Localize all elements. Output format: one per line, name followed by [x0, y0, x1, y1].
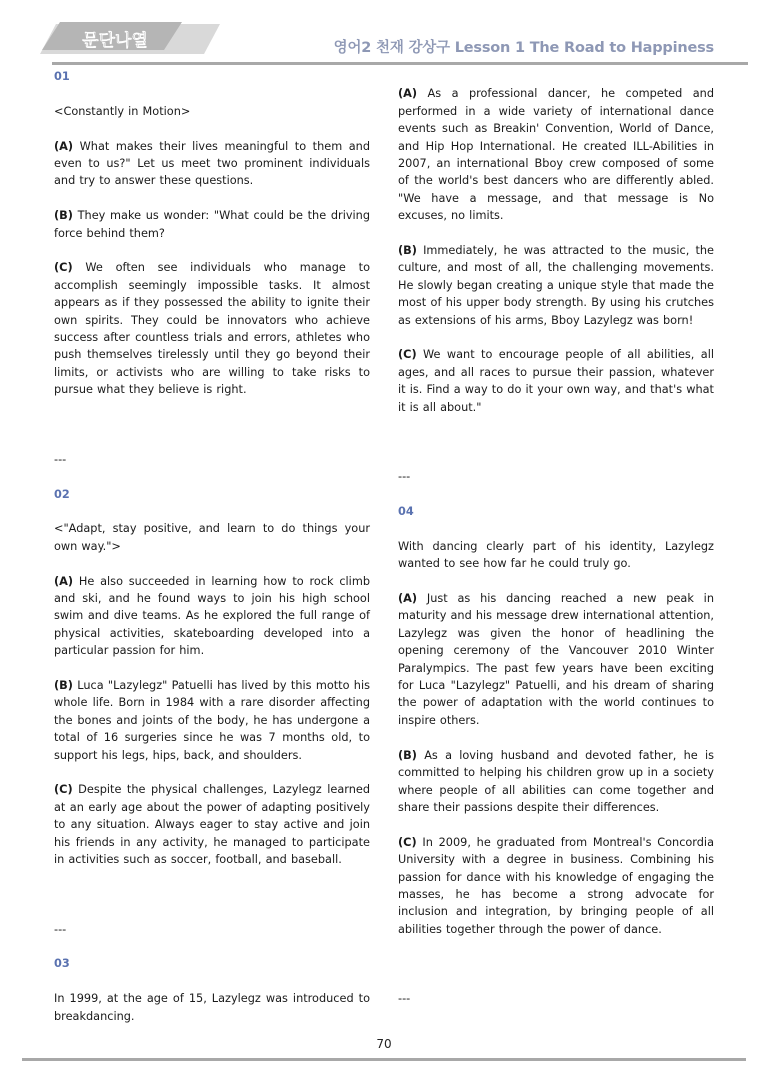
- blank-line: [54, 903, 370, 920]
- blank-line: [398, 973, 714, 990]
- paragraph: [398, 85, 714, 224]
- right-column: [398, 68, 714, 1008]
- paragraph-text: In 2009, he graduated from Montreal's Concordia University with a degree in business. Combining his passion for dance with his knowledge of engaging the masses, he has become a strong advocate for inclusion and integration, by bringing people of all abilities together through the power of dance.: [398, 835, 714, 936]
- section-number: 04: [398, 505, 414, 519]
- paragraph-marker: (B): [398, 244, 417, 258]
- paragraph: [398, 834, 714, 938]
- paragraph-marker: (B): [54, 679, 73, 693]
- paragraph-text: As a loving husband and devoted father, he is committed to helping his children grow up in a society where people of all abilities can come together and share their passions despite their differences.: [398, 748, 714, 814]
- blank-line: [54, 433, 370, 450]
- paragraph-text: Despite the physical challenges, Lazylegz learned at an early age about the power of adapting positively to any situation. Always eager to stay active and join his friends in any activity, he managed to participate in activities such as soccer, football, and baseball.: [54, 783, 370, 867]
- left-column: [54, 68, 370, 1025]
- blank-line: [54, 869, 370, 886]
- section-number: 03: [54, 957, 70, 971]
- blank-line: [398, 68, 714, 85]
- blank-line: [54, 85, 370, 102]
- paragraph: [398, 242, 714, 329]
- blank-line: [54, 764, 370, 781]
- paragraph-marker: (C): [54, 261, 73, 275]
- blank-line: [398, 729, 714, 746]
- page-number: 70: [376, 1037, 392, 1051]
- section-number: 02: [54, 487, 70, 501]
- separator-line: ---: [54, 922, 67, 936]
- paragraph-marker: (B): [54, 209, 73, 223]
- blank-line: [398, 573, 714, 590]
- paragraph-text: What makes their lives meaningful to them and even to us?" Let us meet two prominent individuals and try to answer these questions.: [54, 139, 370, 188]
- blank-line: [398, 486, 714, 503]
- paragraph: [54, 573, 370, 660]
- blank-line: [54, 555, 370, 572]
- blank-line: [398, 225, 714, 242]
- blank-line: [398, 329, 714, 346]
- paragraph-marker: (A): [54, 574, 74, 588]
- blank-line: [54, 886, 370, 903]
- section-number: 01: [54, 70, 70, 83]
- footer-divider: [22, 1058, 746, 1061]
- header-title: 영어2 천재 강상구 Lesson 1 The Road to Happiness: [333, 40, 714, 56]
- paragraph-marker: (A): [398, 592, 418, 606]
- blank-line: [54, 416, 370, 433]
- blank-line: [54, 660, 370, 677]
- paragraph: [398, 590, 714, 729]
- paragraph: [398, 747, 714, 817]
- blank-line: [54, 503, 370, 520]
- blank-line: [54, 242, 370, 259]
- paragraph: [54, 138, 370, 190]
- separator-line: ---: [54, 452, 67, 466]
- separator-line: ---: [398, 470, 411, 484]
- paragraph-text: Luca "Lazylegz" Patuelli has lived by this motto his whole life. Born in 1984 with a rare disorder affecting the bones and joints of the body, he has undergone a total of 16 surgeries since he was 7 months old, to support his legs, hips, back, and shoulders.: [54, 679, 370, 762]
- paragraph-text: We want to encourage people of all abilities, all ages, and all races to pursue their passion, whatever it is. Find a way to do it your own way, and that's what it is all about.": [398, 348, 714, 414]
- paragraph-text: Just as his dancing reached a new peak in maturity and his message drew international attention, Lazylegz was given the honor of headlining the opening ceremony of the Vancouver 2010 Winter Paralympics. The past few years have been exciting for Luca "Lazylegz" Patuelli, and his dream of sharing the power of adaptation with the world continues to inspire others.: [398, 592, 714, 727]
- blank-line: [54, 120, 370, 137]
- page-header: [0, 0, 768, 68]
- paragraph-marker: (A): [54, 139, 74, 153]
- paragraph-marker: (C): [398, 348, 417, 362]
- paragraph: [54, 207, 370, 242]
- paragraph: [398, 346, 714, 416]
- blank-line: [398, 520, 714, 537]
- paragraph-text: They make us wonder: "What could be the driving force behind them?: [54, 209, 370, 240]
- blank-line: [398, 938, 714, 955]
- text-line: <"Adapt, stay positive, and learn to do things your own way.">: [54, 522, 370, 553]
- paragraph-text: Immediately, he was attracted to the music, the culture, and most of all, the challenging movements. He slowly began creating a unique style that made the most of his upper body strength. By using his crutches as extensions of his arms, Bboy Lazylegz was born!: [398, 244, 714, 327]
- blank-line: [398, 451, 714, 468]
- paragraph-marker: (C): [54, 783, 73, 797]
- blank-line: [398, 816, 714, 833]
- blank-line: [54, 190, 370, 207]
- paragraph-text: We often see individuals who manage to accomplish seemingly impossible tasks. It almost appears as if they possessed the ability to ignite their own spirits. They could be innovators who achieve success after countless trials and errors, athletes who push themselves tirelessly until they go beyond their limits, or activists who are willing to take risks to pursue what they believe is right.: [54, 261, 370, 397]
- blank-line: [398, 416, 714, 433]
- paragraph-text: As a professional dancer, he competed and performed in a wide variety of international dance events such as Breakin' Convention, World of Dance, and Hip Hop International. He created ILL-Abilities in 2007, an international Bboy crew composed of some of the world's best dancers who are differently abled. "We have a message, and that message is No excuses, no limits.: [398, 87, 714, 223]
- blank-line: [398, 433, 714, 450]
- separator-line: ---: [398, 992, 411, 1006]
- header-divider: [52, 62, 748, 65]
- paragraph-marker: (A): [398, 87, 418, 101]
- paragraph: [54, 781, 370, 868]
- text-line: In 1999, at the age of 15, Lazylegz was introduced to breakdancing.: [54, 992, 370, 1023]
- blank-line: [398, 956, 714, 973]
- header-tab-label: 문단나열: [82, 31, 148, 51]
- paragraph: [54, 259, 370, 398]
- paragraph-text: He also succeeded in learning how to rock climb and ski, and he found ways to join his high school swim and dive teams. As he explored the full range of physical activities, skateboarding developed into a particular passion for him.: [54, 574, 370, 658]
- paragraph-marker: (C): [398, 835, 417, 849]
- text-line: With dancing clearly part of his identity, Lazylegz wanted to see how far he could truly go.: [398, 539, 714, 571]
- text-line: <Constantly in Motion>: [54, 104, 191, 118]
- blank-line: [54, 938, 370, 955]
- paragraph: [54, 677, 370, 764]
- blank-line: [54, 399, 370, 416]
- paragraph-marker: (B): [398, 748, 417, 762]
- blank-line: [54, 973, 370, 990]
- blank-line: [54, 468, 370, 485]
